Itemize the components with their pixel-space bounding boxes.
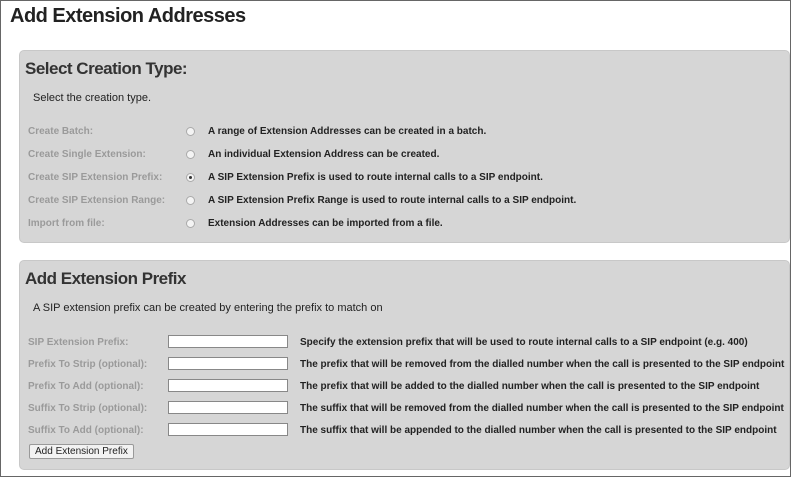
creation-type-panel (19, 50, 790, 243)
create-single-extension-radio[interactable] (186, 150, 195, 159)
extension-prefix-panel (19, 260, 790, 470)
suffix-to-add-label: Suffix To Add (optional): (28, 425, 144, 436)
create-batch-label: Create Batch: (28, 126, 94, 137)
prefix-to-add-help: The prefix that will be added to the dialled number when the call is presented to the SIP endpoint (300, 381, 760, 392)
create-single-extension-label: Create Single Extension: (28, 149, 146, 160)
sip-extension-prefix-label: SIP Extension Prefix: (28, 337, 129, 348)
create-sip-prefix-text: A SIP Extension Prefix is used to route internal calls to a SIP endpoint. (208, 172, 543, 183)
prefix-to-add-label: Prefix To Add (optional): (28, 381, 144, 392)
suffix-to-strip-input[interactable] (168, 401, 288, 414)
import-from-file-radio[interactable] (186, 219, 195, 228)
create-sip-range-label: Create SIP Extension Range: (28, 195, 166, 206)
create-batch-radio[interactable] (186, 127, 195, 136)
creation-type-title: Select Creation Type: (25, 59, 188, 78)
page-title: Add Extension Addresses (10, 5, 246, 27)
suffix-to-strip-label: Suffix To Strip (optional): (28, 403, 148, 414)
creation-type-description: Select the creation type. (33, 92, 152, 104)
suffix-to-add-input[interactable] (168, 423, 288, 436)
extension-prefix-description: A SIP extension prefix can be created by entering the prefix to match on (33, 302, 383, 314)
extension-prefix-title: Add Extension Prefix (25, 269, 186, 288)
create-sip-prefix-label: Create SIP Extension Prefix: (28, 172, 163, 183)
suffix-to-strip-help: The suffix that will be removed from the dialled number when the call is presented to the SIP endpoint (300, 403, 784, 414)
prefix-to-strip-input[interactable] (168, 357, 288, 370)
import-from-file-text: Extension Addresses can be imported from a file. (208, 218, 443, 229)
create-sip-range-radio[interactable] (186, 196, 195, 205)
create-sip-prefix-radio[interactable] (186, 173, 195, 182)
import-from-file-label: Import from file: (28, 218, 105, 229)
prefix-to-strip-help: The prefix that will be removed from the dialled number when the call is presented to the SIP endpoint (300, 359, 785, 370)
prefix-to-add-input[interactable] (168, 379, 288, 392)
sip-extension-prefix-help: Specify the extension prefix that will be used to route internal calls to a SIP endpoint (e.g. 400) (300, 337, 748, 348)
suffix-to-add-help: The suffix that will be appended to the dialled number when the call is presented to the SIP endpoint (300, 425, 777, 436)
create-single-extension-text: An individual Extension Address can be created. (208, 149, 440, 160)
prefix-to-strip-label: Prefix To Strip (optional): (28, 359, 148, 370)
create-sip-range-text: A SIP Extension Prefix Range is used to route internal calls to a SIP endpoint. (208, 195, 577, 206)
create-batch-text: A range of Extension Addresses can be created in a batch. (208, 126, 487, 137)
add-extension-prefix-button[interactable]: Add Extension Prefix (29, 444, 134, 459)
sip-extension-prefix-input[interactable] (168, 335, 288, 348)
